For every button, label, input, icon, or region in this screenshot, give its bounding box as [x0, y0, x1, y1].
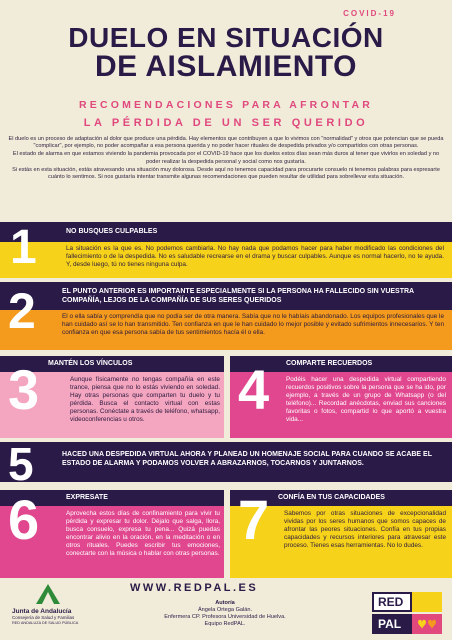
section-1-body: [0, 242, 452, 278]
section-2-number: 2: [8, 283, 36, 339]
section-7-title: CONFÍA EN TUS CAPACIDADES: [278, 494, 385, 501]
section-4-title: COMPARTE RECUERDOS: [286, 360, 373, 367]
section-1-text: La situación es la que es. No podemos cambiarla. No hay nada que podamos hacer para haber modificado las condiciones del fallecimiento o de la despedida. No es saludable recrearse en el drama y buscar culpables. Aunque es normal hacerlo, no te ayuda. Y, desde luego, tú no tienes ninguna culpa.: [66, 245, 444, 268]
covid-label: COVID-19: [343, 9, 396, 18]
section-5-title: HACED UNA DESPEDIDA VIRTUAL AHORA Y PLANEAD UN HOMENAJE SOCIAL PARA CUANDO SE ACABE EL ESTADO DE ALARMA Y PODAMOS VOLVER A ABRAZARNOS, TOCARNOS Y JUNTARNOS.: [62, 451, 432, 467]
junta-title: Junta de Andalucía: [12, 608, 72, 615]
autoria-title: Autoría: [215, 600, 235, 606]
section-3-text: Aunque físicamente no tengas compañía en este trance, piensa que no lo estás viviendo en soledad. Hay otras personas que comparten tu duelo y tu pérdida. Busca el contacto virtual con estas personas. Conéctate a través de teléfono, whatsapp, videoconferencias u otros.: [70, 376, 220, 423]
section-2-text: El o ella sabía y comprendía que no podía ser de otra manera. Sabía que no le habíais abandonado. Los equipos profesionales que le han cuidado así se lo han transmitido. Ten confianza en que le han cuidado lo mejor posible y evitado sufrimientos innecesarios. Y ten confianza en que esa persona sabía de tus sentimientos hacía él o ella.: [62, 313, 444, 336]
section-2-header: [0, 282, 452, 310]
section-3-number: 3: [8, 358, 40, 421]
redpal-pal-text: PAL: [378, 617, 402, 631]
autoria-line: Equipo RedPAL.: [204, 621, 246, 627]
junta-subtitle-2: RED ANDALUZA DE SALUD PÚBLICA: [12, 620, 79, 625]
section-6-title: EXPRESATE: [66, 494, 108, 501]
title-line-1: DUELO EN SITUACIÓN: [68, 22, 384, 53]
junta-logo: [12, 582, 112, 626]
section-7-number: 7: [238, 488, 270, 551]
intro-paragraph: El duelo es un proceso de adaptación al dolor que produce una pérdida. Hay elementos que contribuyen a que lo vivimos con "normalidad" y otros que potencian que se pueda "complicar", por ejemplo, no poder acompañar a esa persona querida y no poder hacer rituales de despedida privados y/o compartidos con otras personas.: [8, 136, 444, 150]
section-1-number: 1: [10, 221, 37, 274]
redpal-red-text: RED: [378, 595, 404, 609]
subtitle-line-1: RECOMENDACIONES PARA AFRONTAR: [78, 99, 374, 111]
intro-paragraph: El estado de alarma en que estamos viviendo la pandemia provocada por el COVID-19 hace que los duelos estos días sean más duros al tener que vivirlos en soledad y no poder realizar la despedida personal y social como nos gustaría.: [12, 151, 440, 165]
website-link[interactable]: WWW.REDPAL.ES: [130, 582, 259, 594]
section-6-number: 6: [8, 488, 40, 551]
junta-emblem-icon: [34, 582, 62, 606]
heart-icon: [412, 614, 442, 634]
autoria-line: Enfermera CP. Profesora Universidad de Huelva.: [164, 614, 286, 620]
intro-paragraph: Si estás en esta situación, estás atravesando una situación muy dolorosa. Desde aquí no tenemos capacidad para procurarte consuelo ni tenemos palabras para expresarte cuánto lo sentimos. Si nos gustaría intentar transmite algunas recomendaciones que pueden resultar de utilidad para sobrellevar esta situación.: [12, 166, 440, 181]
section-5-number: 5: [8, 438, 34, 490]
autoria-line: Ángela Ortega Galán.: [197, 607, 253, 613]
title-line-2: DE AISLAMIENTO: [94, 50, 357, 83]
redpal-accent-bar: [412, 592, 442, 612]
section-7-text: Sabemos por otras situaciones de excepcionalidad vividas por los seres humanos que somos capaces de afrontar las peores situaciones. Confía en tus propias capacidades y recursos interiores para atravesar este proceso. Tienes esas herramientas. No lo dudes.: [284, 510, 446, 549]
junta-subtitle-1: Consejería de Salud y Familias: [12, 615, 75, 620]
autoria-block: [150, 600, 300, 628]
section-2-title: EL PUNTO ANTERIOR ES IMPORTANTE ESPECIALMENTE SI LA PERSONA HA FALLECIDO SIN VUESTRA COMPAÑÍA, LEJOS DE LA COMPAÑÍA DE SUS SERES QUERIDOS: [62, 288, 414, 304]
section-3-title: MANTÉN LOS VÍNCULOS: [48, 360, 133, 367]
section-2-body: [0, 310, 452, 350]
section-5-header: [0, 442, 452, 482]
section-4-text: Podéis hacer una despedida virtual compartiendo recuerdos positivos sobre la persona que se ha ido, por ejemplo, a través de un grupo de Whatsapp (o del teléfono)... Recordad anécdotas, enviad sus canciones favoritas o fotos, compartid lo que aportó a vuestra vida...: [286, 376, 446, 423]
section-6-text: Aprovecha estos días de confinamiento para vivir tu pérdida y expresar tu dolor. Déjalo que salga, llora, busca consuelo, expresa tu pena... Quizá puedas encontrar alivio en la oración, en la meditación o en otros rituales. Puedes escribir tus emociones, conectarte con la música o hablar con otras personas.: [66, 510, 220, 557]
subtitle-line-2: LA PÉRDIDA DE UN SER QUERIDO: [83, 117, 369, 129]
intro-text: [8, 136, 444, 182]
section-1-header: [0, 222, 452, 242]
page-title: [0, 24, 452, 82]
section-4-number: 4: [238, 358, 270, 421]
section-1-title: NO BUSQUES CULPABLES: [66, 228, 158, 235]
redpal-logo: [372, 592, 446, 634]
